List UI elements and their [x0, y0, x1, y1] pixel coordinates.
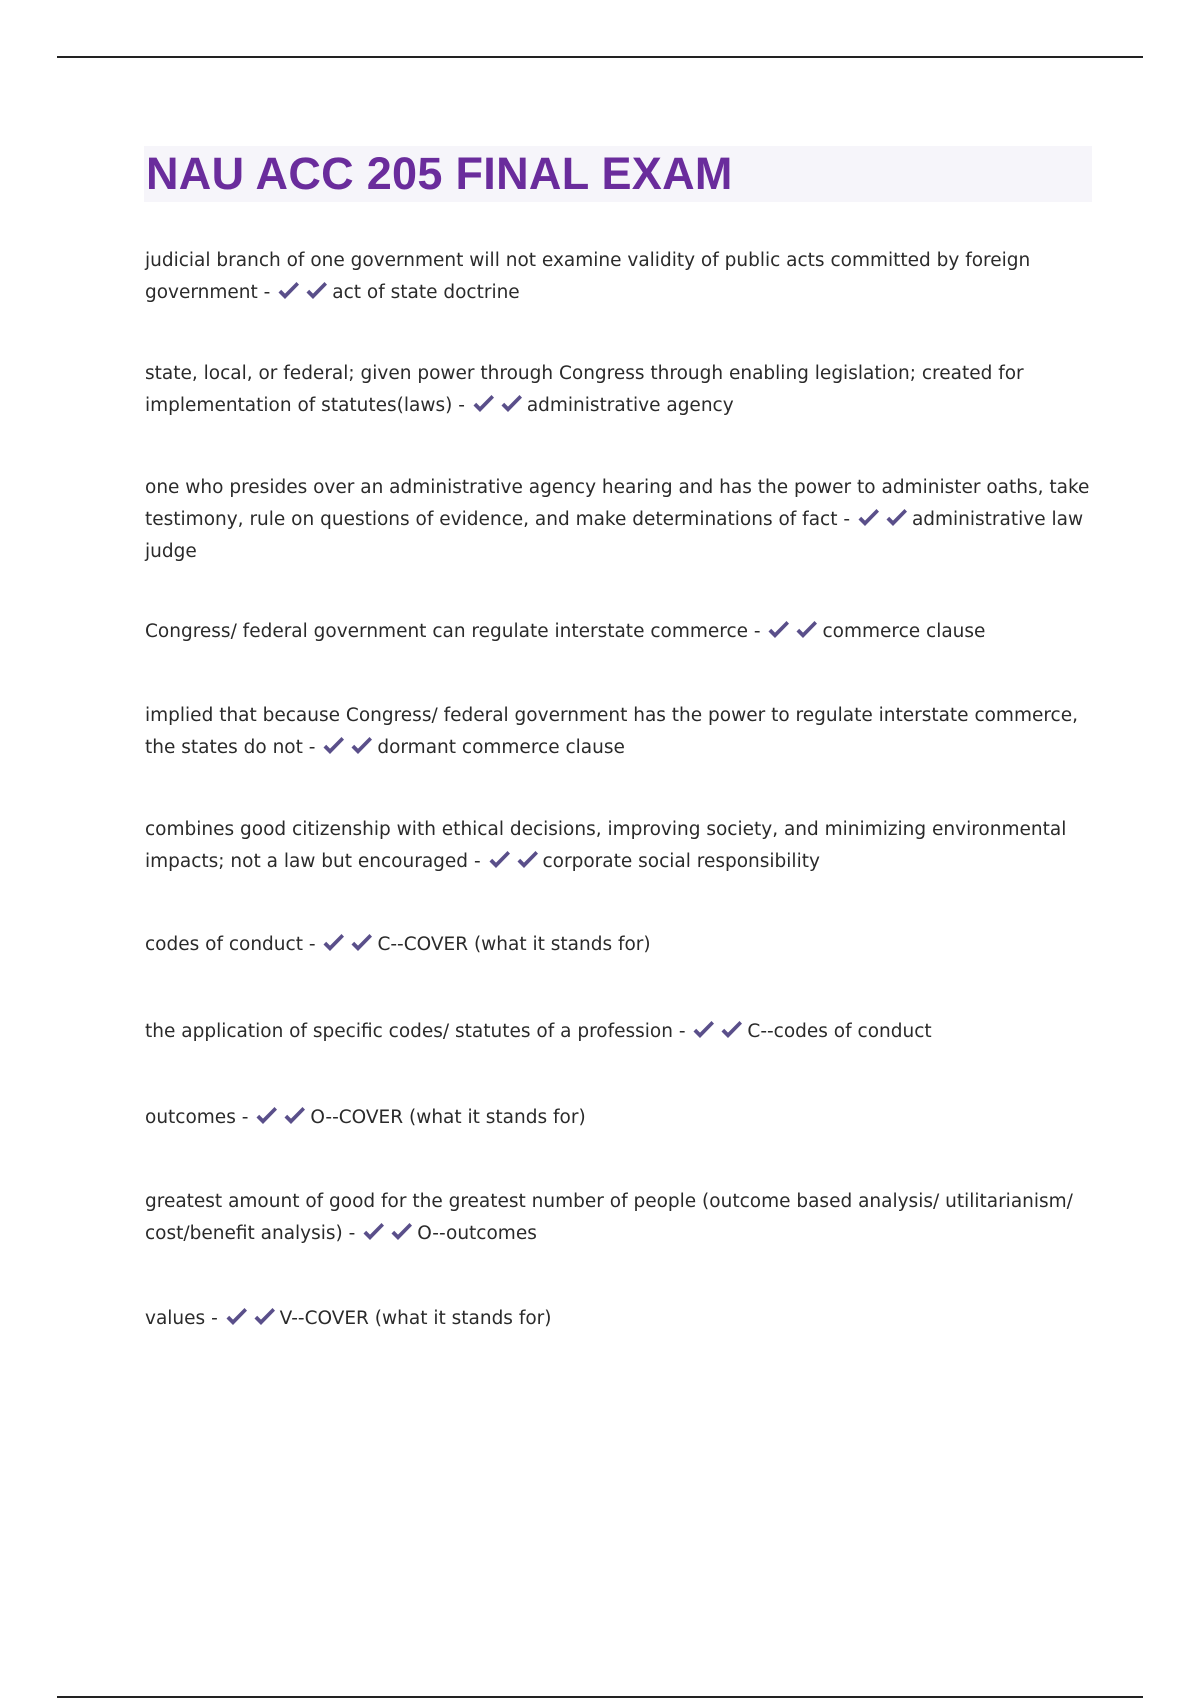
- question-text: the application of specific codes/ statutes of a profession: [145, 1021, 673, 1042]
- check-icon: [884, 507, 908, 529]
- separator: -: [678, 1021, 686, 1042]
- separator: -: [308, 934, 316, 955]
- check-icon: [321, 932, 345, 954]
- qa-item: [145, 1186, 1090, 1250]
- separator: -: [348, 1223, 356, 1244]
- question-text: values: [145, 1308, 206, 1329]
- question-text: combines good citizenship with ethical decisions, improving society, and minimizing environmental impacts; not a law but encouraged: [145, 819, 1067, 872]
- qa-item: [145, 1303, 1090, 1335]
- separator: -: [241, 1107, 249, 1128]
- separator: -: [308, 737, 316, 758]
- qa-item: [145, 358, 1090, 422]
- question-text: outcomes: [145, 1107, 236, 1128]
- answer-text: act of state doctrine: [332, 282, 520, 303]
- answer-text: dormant commerce clause: [377, 737, 625, 758]
- separator: -: [473, 851, 481, 872]
- separator: -: [263, 282, 271, 303]
- check-icon: [389, 1221, 413, 1243]
- question-text: codes of conduct: [145, 934, 303, 955]
- answer-text: V--COVER (what it stands for): [279, 1308, 552, 1329]
- check-icon: [691, 1019, 715, 1041]
- check-icon: [794, 619, 818, 641]
- answer-text: C--codes of conduct: [747, 1021, 932, 1042]
- question-text: Congress/ federal government can regulate interstate commerce: [145, 621, 748, 642]
- qa-item: [145, 472, 1090, 568]
- qa-item: [145, 245, 1090, 309]
- answer-text: O--COVER (what it stands for): [310, 1107, 586, 1128]
- check-icon: [304, 280, 328, 302]
- check-icon: [254, 1105, 278, 1127]
- check-icon: [361, 1221, 385, 1243]
- qa-item: [145, 929, 1090, 961]
- answer-text: commerce clause: [822, 621, 986, 642]
- check-icon: [321, 735, 345, 757]
- question-text: implied that because Congress/ federal government has the power to regulate interstate commerce, the states do not: [145, 705, 1078, 758]
- separator: -: [843, 509, 851, 530]
- answer-text: corporate social responsibility: [542, 851, 820, 872]
- question-text: state, local, or federal; given power through Congress through enabling legislation; created for implementation of statutes(laws): [145, 363, 1024, 416]
- check-icon: [349, 932, 373, 954]
- check-icon: [252, 1306, 276, 1328]
- check-icon: [719, 1019, 743, 1041]
- check-icon: [276, 280, 300, 302]
- answer-text: O--outcomes: [417, 1223, 537, 1244]
- question-text: one who presides over an administrative agency hearing and has the power to administer oaths, take testimony, rule on questions of evidence, and make determinations of fact: [145, 477, 1090, 530]
- answer-text: administrative agency: [526, 395, 734, 416]
- question-text: judicial branch of one government will not examine validity of public acts committed by foreign government: [145, 250, 1031, 303]
- check-icon: [487, 849, 511, 871]
- separator: -: [753, 621, 761, 642]
- check-icon: [282, 1105, 306, 1127]
- separator: -: [458, 395, 465, 416]
- qa-item: [145, 1016, 1090, 1048]
- qa-item: [145, 700, 1090, 764]
- answer-text: C--COVER (what it stands for): [377, 934, 651, 955]
- check-icon: [224, 1306, 248, 1328]
- bottom-rule: [57, 1696, 1143, 1698]
- check-icon: [349, 735, 373, 757]
- question-text: greatest amount of good for the greatest number of people (outcome based analysis/ utilitarianism/ cost/benefit analysis): [145, 1191, 1073, 1244]
- page-title: NAU ACC 205 FINAL EXAM: [146, 148, 733, 199]
- check-icon: [515, 849, 539, 871]
- top-rule: [57, 56, 1143, 58]
- qa-item: [145, 616, 1090, 648]
- separator: -: [211, 1308, 218, 1329]
- check-icon: [856, 507, 880, 529]
- qa-item: [145, 814, 1090, 878]
- qa-item: [145, 1102, 1090, 1134]
- answer-text: administrative law judge: [145, 509, 1084, 562]
- check-icon: [471, 393, 495, 415]
- check-icon: [499, 393, 523, 415]
- check-icon: [766, 619, 790, 641]
